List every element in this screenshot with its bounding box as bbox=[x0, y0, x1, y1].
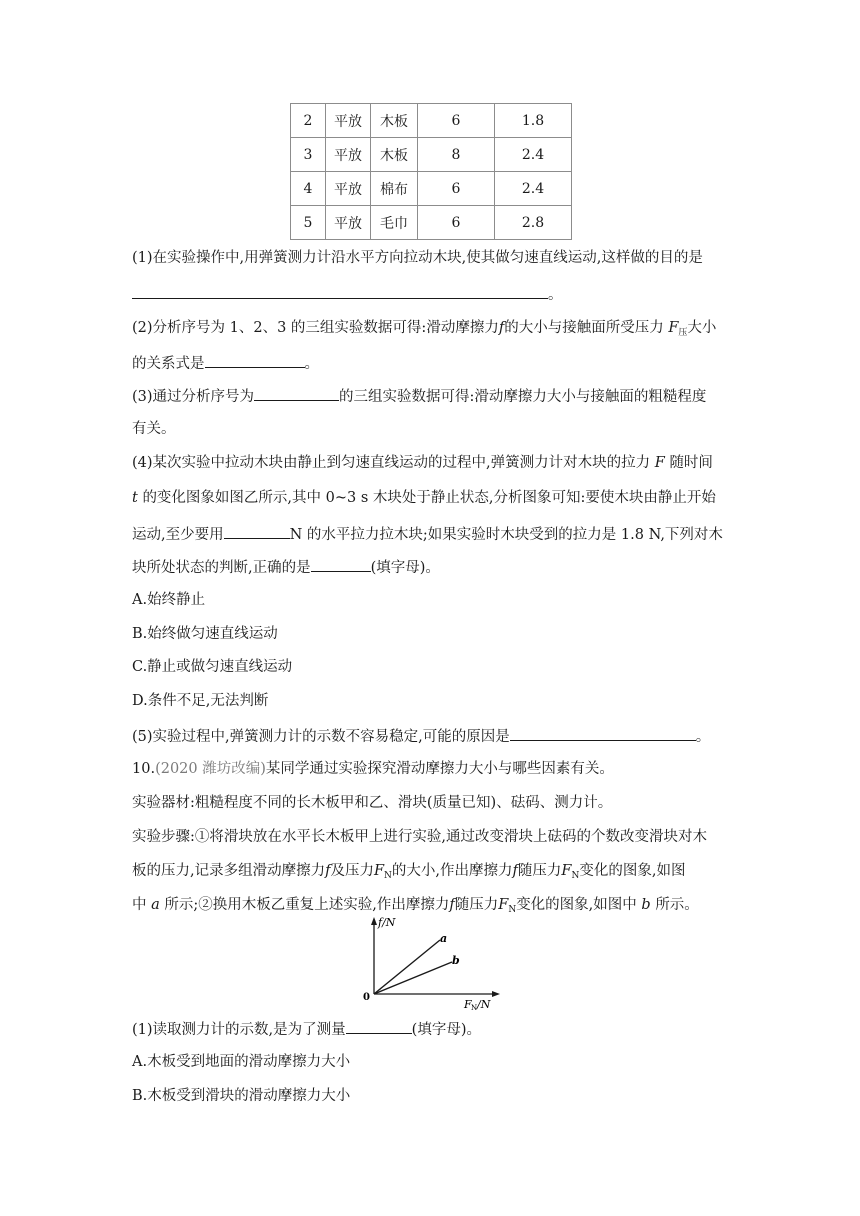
q3-text: (3)通过分析序号为 的三组实验数据可得:滑动摩擦力大小与接触面的粗糙程度 bbox=[132, 385, 706, 407]
line-a-label: a bbox=[440, 932, 448, 945]
data-table bbox=[290, 103, 572, 240]
q2-text: (2)分析序号为 1、2、3 的三组实验数据可得:滑动摩擦力f的大小与接触面所受压力 $F_压$大小 bbox=[132, 320, 717, 338]
table-cell-placement: 平放 bbox=[326, 104, 371, 138]
table-cell-force: 1.8 bbox=[495, 104, 572, 138]
table-cell-force: 2.4 bbox=[495, 138, 572, 172]
table-cell-placement: 平放 bbox=[326, 172, 371, 206]
y-axis-arrow bbox=[371, 917, 377, 925]
table-cell-no: 5 bbox=[291, 206, 326, 240]
q4-text-4: 块所处状态的判断,正确的是 (填字母)。 bbox=[132, 556, 440, 578]
table-cell-no: 3 bbox=[291, 138, 326, 172]
problem-source: (2020 潍坊改编) bbox=[155, 761, 266, 777]
q4-blank-1[interactable] bbox=[224, 523, 290, 539]
table-cell-force: 2.8 bbox=[495, 206, 572, 240]
table-row bbox=[291, 138, 572, 172]
problem-10-step-2: 板的压力,记录多组滑动摩擦力f及压力$F_N$的大小,作出摩擦力f随压力$F_N$变化的图象,如图 bbox=[132, 863, 686, 881]
q5-text: (5)实验过程中,弹簧测力计的示数不容易稳定,可能的原因是 。 bbox=[132, 725, 710, 747]
origin-label: 0 bbox=[363, 992, 370, 1003]
problem-10-header: 10.(2020 潍坊改编)某同学通过实验探究滑动摩擦力大小与哪些因素有关。 bbox=[132, 761, 614, 777]
line-a bbox=[374, 940, 440, 994]
x-axis-label-sub: N bbox=[471, 1004, 478, 1010]
q4-option-a: A.始终静止 bbox=[132, 592, 206, 608]
table-row bbox=[291, 104, 572, 138]
p10-q1-option-a: A.木板受到地面的滑动摩擦力大小 bbox=[132, 1054, 351, 1070]
q2-blank[interactable] bbox=[205, 352, 305, 368]
table-cell-surface: 毛巾 bbox=[371, 206, 418, 240]
table-cell-placement: 平放 bbox=[326, 206, 371, 240]
table-cell-pressure: 6 bbox=[418, 172, 495, 206]
q4-text: (4)某次实验中拉动木块由静止到匀速直线运动的过程中,弹簧测力计对木块的拉力 F 随时间 bbox=[132, 455, 713, 471]
table-cell-force: 2.4 bbox=[495, 172, 572, 206]
q1-text: (1)在实验操作中,用弹簧测力计沿水平方向拉动木块,使其做匀速直线运动,这样做的目的是 bbox=[132, 250, 703, 266]
q4-text-2: t 的变化图象如图乙所示,其中 0~3 s 木块处于静止状态,分析图象可知:要使木块由静止开始 bbox=[132, 490, 716, 506]
table-cell-pressure: 8 bbox=[418, 138, 495, 172]
table-cell-placement: 平放 bbox=[326, 138, 371, 172]
table-cell-no: 2 bbox=[291, 104, 326, 138]
q3-text-2: 有关。 bbox=[132, 421, 176, 437]
q4-option-b: B.始终做匀速直线运动 bbox=[132, 626, 278, 642]
y-axis-label: f/N bbox=[378, 916, 396, 929]
p10-q1-text: (1)读取测力计的示数,是为了测量 (填字母)。 bbox=[132, 1018, 481, 1040]
table-cell-surface: 木板 bbox=[371, 104, 418, 138]
table-cell-surface: 木板 bbox=[371, 138, 418, 172]
table-row bbox=[291, 206, 572, 240]
q4-blank-2[interactable] bbox=[311, 556, 371, 572]
problem-10-step-3: 中 a 所示;②换用木板乙重复上述实验,作出摩擦力f随压力$F_N$变化的图象,如图中 b 所示。 bbox=[132, 897, 699, 915]
table-row bbox=[291, 172, 572, 206]
x-axis-arrow bbox=[492, 991, 500, 997]
problem-10-equipment: 实验器材:粗糙程度不同的长木板甲和乙、滑块(质量已知)、砝码、测力计。 bbox=[132, 795, 613, 811]
q5-blank[interactable] bbox=[510, 725, 696, 741]
p10-q1-blank[interactable] bbox=[346, 1018, 412, 1034]
table-cell-no: 4 bbox=[291, 172, 326, 206]
line-b-label: b bbox=[452, 954, 460, 967]
x-axis-label-unit: /N bbox=[477, 998, 491, 1010]
problem-10-step-1: 实验步骤:①将滑块放在水平长木板甲上进行实验,通过改变滑块上砝码的个数改变滑块对木 bbox=[132, 829, 707, 845]
table-cell-surface: 棉布 bbox=[371, 172, 418, 206]
q3-blank[interactable] bbox=[254, 385, 339, 401]
q2-text-2: 的关系式是 。 bbox=[132, 352, 319, 374]
friction-graph bbox=[360, 912, 510, 1010]
q1-answer-line: 。 bbox=[132, 283, 563, 305]
table-cell-pressure: 6 bbox=[418, 104, 495, 138]
q1-blank[interactable] bbox=[132, 283, 548, 299]
p10-q1-option-b: B.木板受到滑块的滑动摩擦力大小 bbox=[132, 1088, 351, 1104]
q4-option-d: D.条件不足,无法判断 bbox=[132, 693, 269, 709]
q4-text-3: 运动,至少要用 N 的水平拉力拉木块;如果实验时木块受到的拉力是 1.8 N,下列对木 bbox=[132, 523, 723, 545]
table-cell-pressure: 6 bbox=[418, 206, 495, 240]
q4-option-c: C.静止或做匀速直线运动 bbox=[132, 659, 293, 675]
x-axis-label-f: F bbox=[464, 998, 472, 1010]
line-b bbox=[374, 962, 452, 994]
